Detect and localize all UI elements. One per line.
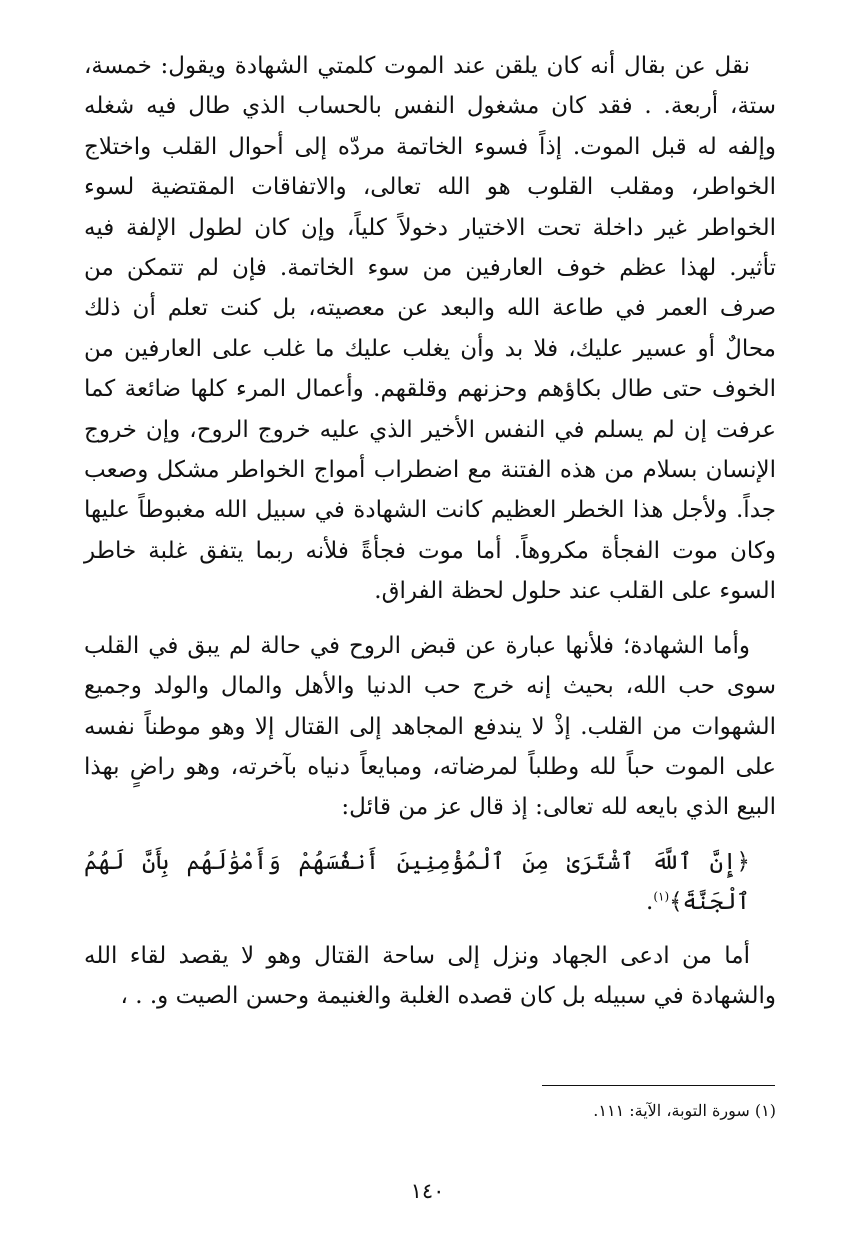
page-number: ١٤٠ [410,1179,445,1203]
verse-end: . [646,888,654,915]
quran-verse [84,842,776,922]
verse-footnote-ref[interactable]: (١) [653,889,670,904]
footnote [84,1097,778,1125]
paragraph-1: نقل عن بقال أنه كان يلقن عند الموت كلمتي الشهادة ويقول: خمسة، ستة، أربعة. . فقد كان مشغول النفس بالحساب الذي طال فيه شغله وإلفه له قبل الموت. إذاً فسوء الخاتمة مردّه إلى أحوال القلب واختلاج الخواطر، ومقلب القلوب هو الله تعالى، والاتفاقات المقتضية لسوء الخواطر غير داخلة تحت الاختيار دخولاً كلياً، وإن كان لطول الإلفة فيه تأثير. لهذا عظم خوف العارفين من سوء الخاتمة. فإن لم تتمكن من صرف العمر في طاعة الله والبعد عن معصيته، بل كنت تعلم أن ذلك محالٌ أو عسير عليك، فلا بد وأن يغلب عليك ما غلب على العارفين من الخوف حتى طال بكاؤهم وحزنهم وقلقهم. وأعمال المرء كلها ضائعة كما عرفت إن لم يسلم في النفس الأخير الذي عليه خروج الروح، وإن خروج الإنسان بسلام من هذه الفتنة مع اضطراب أمواج الخواطر مشكل وصعب جداً. ولأجل هذا الخطر العظيم كانت الشهادة في سبيل الله مغبوطاً عليها وكان موت الفجأة مكروهاً. أما موت فجأةً فلأنه ربما يتفق غلبة خاطر السوء على القلب عند حلول لحظة الفراق. [84,53,776,605]
footnote-divider [542,1085,775,1086]
verse-text: ﴿إِنَّ ٱللَّهَ ٱشْتَرَىٰ مِنَ ٱلْمُؤْمِنِينَ أَنفُسَهُمْ وَأَمْوَٰلَهُم بِأَنَّ لَهُمُ ٱلْجَنَّةَ﴾ [84,848,750,915]
footnote-text: سورة التوبة، الآية: ١١١. [593,1101,750,1120]
body-text [84,46,776,1017]
paragraph-2: وأما الشهادة؛ فلأنها عبارة عن قبض الروح في حالة لم يبق في القلب سوى حب الله، بحيث إنه خرج حب الدنيا والأهل والمال والولد وجميع الشهوات من القلب. إذْ لا يندفع المجاهد إلى القتال إلا وهو موطناً نفسه على الموت حباً لله وطلباً لمرضاته، ومبايعاً دنياه بآخرته، وهو راضٍ بهذا البيع الذي بايعه لله تعالى: إذ قال عز من قائل: [84,632,776,821]
paragraph-3: أما من ادعى الجهاد ونزل إلى ساحة القتال وهو لا يقصد لقاء الله والشهادة في سبيله بل كان قصده الغلبة والغنيمة وحسن الصيت و. . ، [84,942,776,1010]
footnote-marker: (١) [754,1101,776,1120]
